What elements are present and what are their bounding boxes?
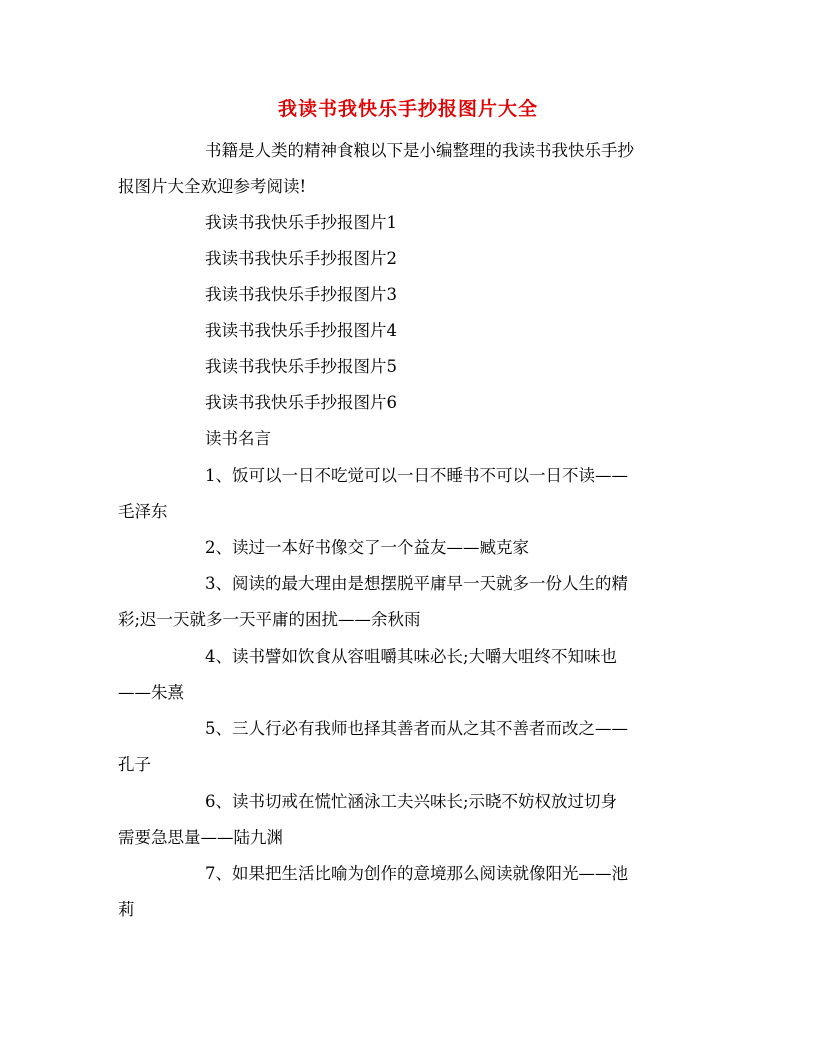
quote-3-line-1: 3、阅读的最大理由是想摆脱平庸早一天就多一份人生的精: [205, 574, 628, 593]
intro-line-1: 书籍是人类的精神食粮以下是小编整理的我读书我快乐手抄: [205, 141, 634, 160]
quote-1-line-1: 1、饭可以一日不吃觉可以一日不睡书不可以一日不读——: [205, 466, 628, 485]
quote-4-line-2: ——朱熹: [118, 683, 184, 702]
image-caption-5: 我读书我快乐手抄报图片5: [205, 357, 397, 376]
image-caption-6: 我读书我快乐手抄报图片6: [205, 393, 397, 412]
quote-3-line-2: 彩;迟一天就多一天平庸的困扰——余秋雨: [118, 610, 421, 629]
page-title: 我读书我快乐手抄报图片大全: [277, 98, 538, 120]
quote-5-line-1: 5、三人行必有我师也择其善者而从之其不善者而改之——: [205, 719, 628, 738]
quote-4-line-1: 4、读书譬如饮食从容咀嚼其味必长;大嚼大咀终不知味也: [205, 647, 618, 666]
quote-7-line-2: 莉: [118, 900, 135, 919]
quote-2-line-1: 2、读过一本好书像交了一个益友——臧克家: [205, 538, 529, 557]
quote-6-line-1: 6、读书切戒在慌忙涵泳工夫兴味长;示晓不妨权放过切身: [205, 792, 618, 811]
quote-6-line-2: 需要急思量——陆九渊: [118, 828, 283, 847]
image-caption-1: 我读书我快乐手抄报图片1: [205, 213, 397, 232]
quote-1-line-2: 毛泽东: [118, 502, 168, 521]
quote-7-line-1: 7、如果把生活比喻为创作的意境那么阅读就像阳光——池: [205, 864, 628, 883]
image-caption-3: 我读书我快乐手抄报图片3: [205, 285, 397, 304]
section-heading: 读书名言: [205, 429, 271, 448]
quote-5-line-2: 孔子: [118, 755, 151, 774]
image-caption-4: 我读书我快乐手抄报图片4: [205, 321, 397, 340]
image-caption-2: 我读书我快乐手抄报图片2: [205, 249, 397, 268]
intro-line-2: 报图片大全欢迎参考阅读!: [118, 177, 307, 196]
